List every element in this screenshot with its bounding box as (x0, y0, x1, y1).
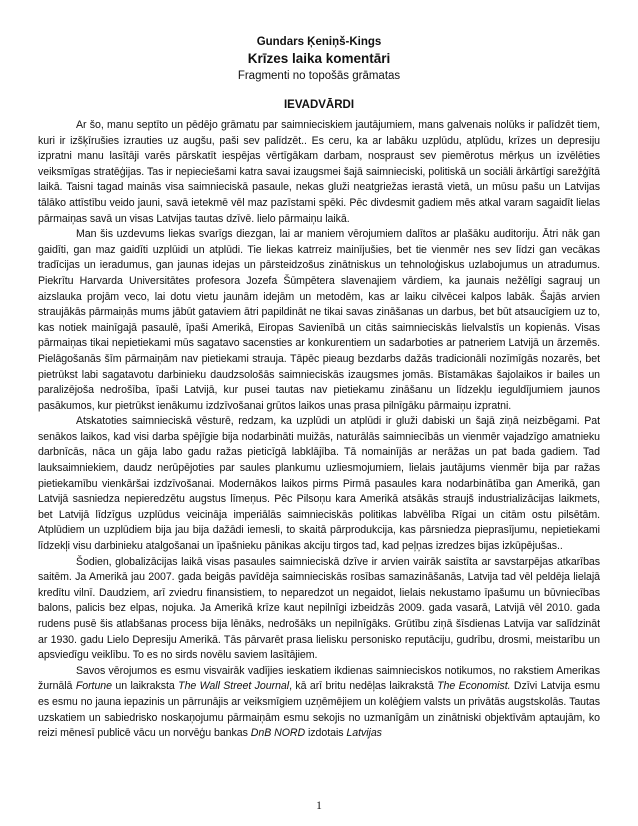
publication-name: Latvijas (346, 727, 382, 740)
author-name: Gundars Ķeniņš-Kings (256, 36, 382, 48)
publication-name: Fortune (75, 680, 112, 693)
document-header (38, 34, 600, 113)
paragraph: Šodien, globalizācijas laikā visas pasaules saimnieciskā dzīve ir arvien vairāk saistīta ar savstarpējas atkarības saitēm. Ja Amerikā jau 2007. gada beigās pavīdēja saimnieciskās rosības samazināšanās, Latvija tad vēl peldēja lielajā kredītu vilnī. Daudziem, arī zviedru finansistiem, to neparedzot un negaidot, lielais nekustamo īpašumu un būvniecības balons, palicis bez elpas, nojuka. Ja Amerikā krīze kaut nepilnīgi izbeidzās 2009. gada vasarā, Latvijā vēl 2010. gada rudens pusē šis atlabšanas process bija lēnāks, nedrošāks un nepilnīgāks. Grūtību ziņā šīsdienas Latvija var salīdzināt ar 1930. gadu Lielo Depresiju Amerikā. Tās pārvarēt prasa lielisku personisko reputāciju, gudrību, drosmi, meistarību un apsviedīgu veiklību. To es no sirds novēlu saviem lasītājiem. (38, 555, 600, 662)
paragraph-last (38, 664, 600, 742)
document-title: Krīzes laika komentāri (247, 51, 391, 66)
text-run: un laikraksta (111, 680, 179, 693)
text-run: , kā arī britu nedēļas laikrakstā (289, 680, 438, 693)
paragraph: Ar šo, manu septīto un pēdējo grāmatu par saimnieciskiem jautājumiem, mans galvenais nolūks ir palīdzēt tiem, kuri ir izšķīrušies izrauties uz augšu, paši sev palīdzēt.. Es ceru, ka ar labāku uzplūdu, atplūdu, krīzes un depresiju izpratni manu lasītāji varēs pārskatīt iespējas vērtīgākam darbam, nospraust sev piemērotus mērķus un izvēlēties veiksmīgas stratēģijas. Tas ir nepieciešami katra savai izaugsmei šajā saimnieciski, politiskā un sociāli ārkārtīgi sarežģītā laikā. Taisni tagad mainās visa saimnieciskā pasaule, nekas gluži neatgriežas ierastā vietā, un mūsu pašu un Latvijas tālāko attīstību veido jauni, savā ietekmē vēl maz pazīstami spēki. Pēc divdesmit gadiem mēs atkal varam sagaidīt lielas pārmaiņas savā un visas Latvijas tautas dzīvē. lielo pārmaiņu laikā. (38, 119, 600, 225)
paragraph: Atskatoties saimnieciskā vēsturē, redzam, ka uzplūdi un atplūdi ir gluži dabiski un šajā ziņā neizbēgami. Pat senākos laikos, kad visi darba spējīgie bija nodarbināti muižās, naturālās saimniecībās un vienmēr vajadzīgo amatnieku darbnīcās, nāca un gāja labo gadu ražas pieticīgā labklājība. Tā nomainījās ar nerāžas un pat bada gadiem. Tad lauksaimniekiem, daudz nerūpējoties par saules plankumu uzliesmojumiem, lielais jautājums vienmēr bija par ražas pietiekamību vienkāršai izdzīvošanai. Modernākos laikos pirms Pirmā pasaules kara nodarbinātība gan Amerikā, gan Latvijā sasniedza nepieredzētu augstus līmeņus. Pēc Pilsoņu kara Amerikā atsākās straujš industrializācijas laikmets, bet Latvijā līdzīgus uzplūdus veicināja imperiālās saimnieciskās politikas labvēlība Rīgai un citām ostu pilsētām. Atplūdiem un uzplūdiem bija jau bija dažādi iemesli, to skaitā pārprodukcija, kas pārsniedza pieprasījumu, nepietiekami līdzekļi visu darbinieku atalgošanai un īpašnieku pānikas akciju tirgos tad, kad peļņas izredzes bijas izkūpējušas.. (38, 415, 600, 553)
document-subtitle: Fragmenti no topošās grāmatas (237, 70, 401, 82)
publication-name: The Economist. (437, 680, 511, 693)
bank-name: DnB NORD (250, 727, 306, 740)
text-run: Savos vērojumos es esmu visvairāk vadījies ieskatiem ikdienas saimnieciskos notikumos, no rakstiem Amerikas žurnālā (38, 664, 600, 693)
text-run: Dzīvi Latvija esmu es esmu no jauna iepazinis un pārrunājis ar veiksmīgiem uzņēmējiem un kolēģiem valsts un privātās augstskolās. Tautas uzskatiem un sabiedrisko noskaņojumu pārmaiņām esmu sekojis no uzmanīgām un zinātniski objektīvām aptaujām, ko reizi mēnesī publicē vācu un norvēģu bankas (38, 680, 600, 740)
paragraph: Man šis uzdevums liekas svarīgs diezgan, lai ar maniem vērojumiem dalītos ar plašāku auditoriju. Ātri nāk gan gaidīti, gan maz gaidīti uzplūidi un atplūdi. Tie liekas katrreiz mainījušies, bet tie vienmēr nes sev līdzi gan vecākas tradīcijas un ieradumus, gan jaunas idejas un pārsteidzošus zinātniskus un tehnoloģiskus uzlabojumus un atradumus. Piekrītu Harvarda Universitātes profesora Jozefa Šūmpētera slavenajiem vārdiem, ka jaunais nežēlīgi sagrauj un aizslauka projām veco, lai dotu vietu jaunām idejām un metodēm, kas ar laiku cilvēcei kalpos labāk. Šajās arvien straujākās pārmaiņās mums jābūt gataviem ātri papildināt ne tikai savas zināšanas un darbus, bet būt atsaucīgiem uz to, kas notiek mainīgajā pasaulē, īpaši Amerikā, Eiropas Savienībā un citās saimnieciskās lielvalstīs un kopienās. Visas pārmaiņas tikai nepietiekami mūs sagatavo sacensties ar konkurentiem un sadarboties ar patneriem Latvijā un ārzemēs. Pielāgošanās šīm pārmaiņām nav pietiekami strauja. Tāpēc pieaug bezdarbs dažās tradicionāli nozīmīgās nozarēs, bet pietrūkst labi sagatavotu darbinieku daudzsološās saimnieciskās izaugsmes jomās. Bīstamākas šajolaikos ir bailes un paralizējoša nedrošība, īpaši Latvijā, kur pusei tautas nav pietiekamu zināšanu un līdzekļu ieguldījumiem jaunos pasākumos, kur pietrūkst ienākumu izdzīvošanai grūtos laikos unas prasa pilnīgāku pārmaiņu izpratni. (38, 228, 600, 412)
page-number: 1 (316, 800, 322, 812)
publication-name: The Wall Street Journal (178, 680, 290, 693)
text-run: izdotais (305, 727, 347, 740)
section-title: IEVADVĀRDI (283, 99, 355, 111)
document-body (38, 118, 600, 742)
